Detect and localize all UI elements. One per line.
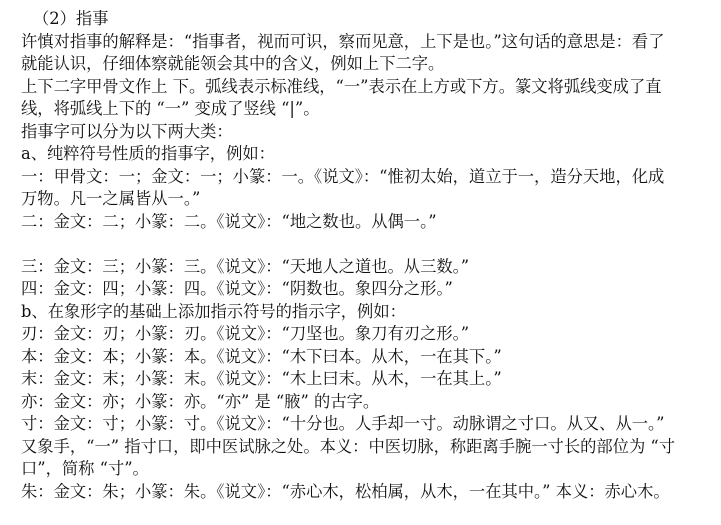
entry-line-cun-cont: 又象手，“一” 指寸口，即中医试脉之处。本义：中医切脉，称距离手腕一寸长的部位为 “寸 <box>21 436 676 456</box>
entry-line-yi-cont: 万物。凡一之属皆从一。” <box>21 189 201 208</box>
blank-line <box>21 233 711 256</box>
entry-line-si: 四：金文：四；小篆：四。《说文》：“阴数也。象四分之形。” <box>21 279 453 298</box>
paragraph-line: 指事字可以分为以下两大类： <box>21 121 233 141</box>
list-subheading: a、纯粹符号性质的指事字，例如： <box>21 144 275 163</box>
entry-line-er: 二：金文：二；小篆：二。《说文》：“地之数也。从偶一。” <box>21 211 437 231</box>
entry-line-yi-armpit: 亦：金文：亦；小篆：亦。“亦” 是 “腋” 的古字。 <box>21 391 380 411</box>
entry-line-san: 三：金文：三；小篆：三。《说文》：“天地人之道也。从三数。” <box>21 256 470 276</box>
paragraph-line: 上下二字甲骨文作上 下。弧线表示标准线，“一”表示在上方或下方。篆文将弧线变成了直 <box>21 76 662 96</box>
document-body <box>21 8 711 503</box>
section-heading: （2）指事 <box>33 9 109 28</box>
paragraph-line: 许慎对指事的解释是：“指事者，视而可识，察而见意，上下是也。”这句话的意思是：看了 <box>21 31 665 51</box>
entry-line-cun: 寸：金文：寸；小篆：寸。《说文》：“十分也。人手却一寸。动脉谓之寸口。从又、从一。” <box>21 414 665 433</box>
entry-line-ren: 刃：金文：刃；小篆：刃。《说文》：“刀坚也。象刀有刃之形。” <box>21 324 470 343</box>
entry-line-ben: 本：金文：本；小篆：本。《说文》：“木下曰本。从木，一在其下。” <box>21 346 502 366</box>
paragraph-line: 线，将弧线上下的 “一” 变成了竖线 “|”。 <box>21 99 320 118</box>
list-subheading: b、在象形字的基础上添加指示符号的指示字，例如： <box>21 301 406 321</box>
entry-line-cun-cont: 口”，简称 “寸”。 <box>21 459 149 478</box>
paragraph-line: 就能认识，仔细体察就能领会其中的含义，例如上下二字。 <box>21 54 445 73</box>
entry-line-mo: 末：金文：末；小篆：末。《说文》：“木上曰末。从木，一在其上。” <box>21 369 502 388</box>
entry-line-zhu: 朱：金文：朱；小篆：朱。《说文》：“赤心木，松柏属，从木，一在其中。” 本义：赤心木。 <box>21 481 670 501</box>
entry-line-yi: 一：甲骨文：一；金文：一；小篆：一。《说文》：“惟初太始，道立于一，造分天地，化成 <box>21 166 665 186</box>
